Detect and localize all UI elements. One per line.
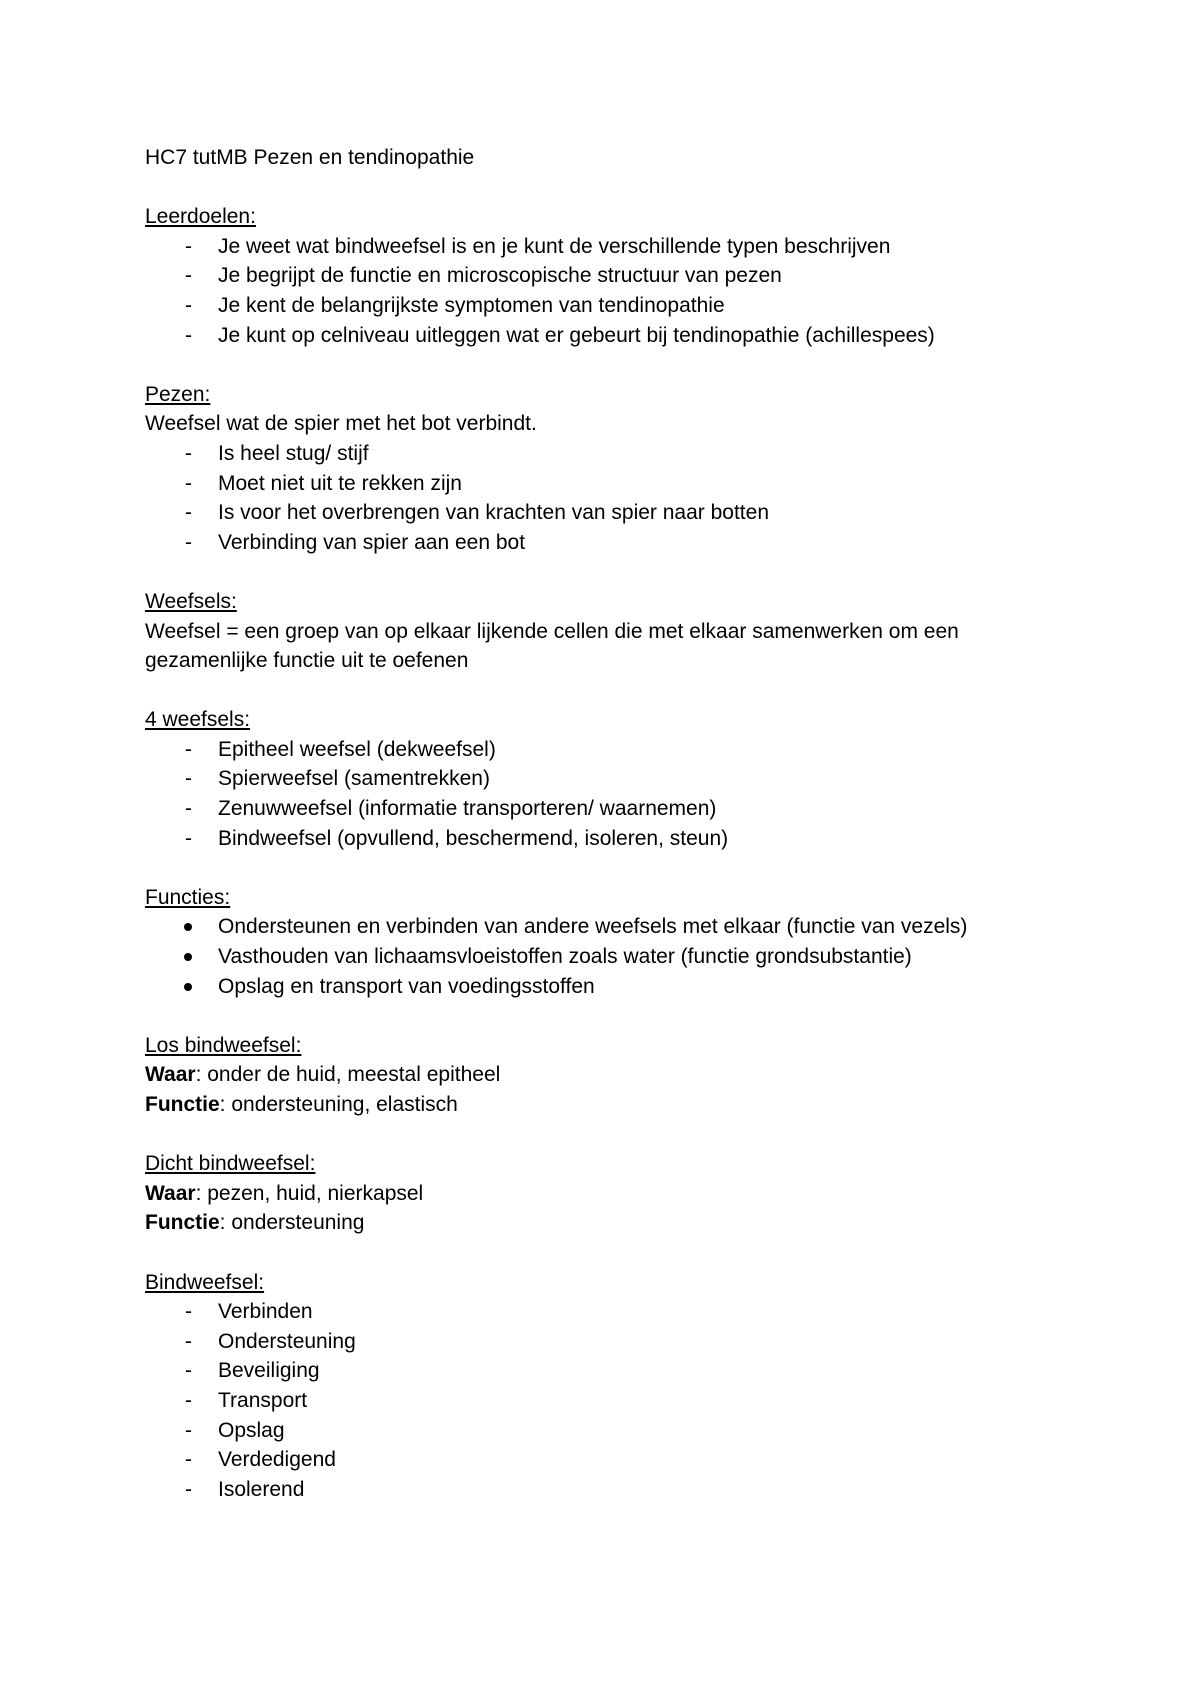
list-item: - Bindweefsel (opvullend, beschermend, isoleren, steun): [145, 824, 1065, 854]
waar-value: : pezen, huid, nierkapsel: [195, 1181, 424, 1205]
weefsels-definition: Weefsel = een groep van op elkaar lijkende cellen die met elkaar samenwerken om een gezamenlijke functie uit te oefenen: [145, 619, 959, 673]
list-item: - Verdedigend: [145, 1445, 1065, 1475]
dicht-waar-line: [145, 1179, 1065, 1209]
spacer: [145, 173, 1065, 203]
waar-label: Waar: [145, 1063, 196, 1087]
spacer: [145, 853, 1065, 883]
list-item: - Isolerend: [145, 1475, 1065, 1505]
functie-label: Functie: [145, 1211, 220, 1235]
spacer: [145, 1120, 1065, 1150]
los-waar-line: [145, 1060, 1065, 1090]
list-item: - Je kunt op celniveau uitleggen wat er gebeurt bij tendinopathie (achillespees): [145, 321, 1065, 351]
spacer: [145, 350, 1065, 380]
section-heading-pezen: Pezen:: [145, 382, 211, 406]
section-heading-los-bindweefsel: Los bindweefsel:: [145, 1033, 302, 1057]
list-item: Vasthouden van lichaamsvloeistoffen zoals water (functie grondsubstantie): [145, 942, 1065, 972]
vier-weefsels-list: [145, 735, 1065, 853]
list-item: Opslag en transport van voedingsstoffen: [145, 972, 1065, 1002]
bindweefsel-list: [145, 1297, 1065, 1504]
list-item: - Moet niet uit te rekken zijn: [145, 469, 1065, 499]
document-page: [145, 143, 1065, 1504]
spacer: [145, 1238, 1065, 1268]
list-item: - Beveiliging: [145, 1356, 1065, 1386]
waar-value: : onder de huid, meestal epitheel: [195, 1063, 501, 1087]
functie-value: : ondersteuning, elastisch: [219, 1093, 458, 1116]
dicht-functie-line: [145, 1208, 1065, 1238]
pezen-definition: Weefsel wat de spier met het bot verbindt.: [145, 412, 537, 436]
functies-list: [145, 912, 1065, 1001]
spacer: [145, 1001, 1065, 1031]
list-item: - Je kent de belangrijkste symptomen van tendinopathie: [145, 291, 1065, 321]
section-heading-weefsels: Weefsels:: [145, 589, 237, 613]
section-heading-bindweefsel: Bindweefsel:: [145, 1270, 265, 1294]
list-item: - Is voor het overbrengen van krachten van spier naar botten: [145, 498, 1065, 528]
list-item: - Je begrijpt de functie en microscopische structuur van pezen: [145, 261, 1065, 291]
list-item: - Zenuwweefsel (informatie transporteren/ waarnemen): [145, 794, 1065, 824]
waar-label: Waar: [145, 1181, 196, 1205]
list-item: - Transport: [145, 1386, 1065, 1416]
section-heading-4-weefsels: 4 weefsels:: [145, 708, 251, 732]
los-functie-line: [145, 1090, 1065, 1120]
section-heading-leerdoelen: Leerdoelen:: [145, 205, 256, 229]
list-item: - Opslag: [145, 1416, 1065, 1446]
list-item: Ondersteunen en verbinden van andere weefsels met elkaar (functie van vezels): [145, 912, 1065, 942]
list-item: - Verbinding van spier aan een bot: [145, 528, 1065, 558]
list-item: - Ondersteuning: [145, 1327, 1065, 1357]
list-item: - Epitheel weefsel (dekweefsel): [145, 735, 1065, 765]
list-item: - Je weet wat bindweefsel is en je kunt de verschillende typen beschrijven: [145, 232, 1065, 262]
spacer: [145, 557, 1065, 587]
leerdoelen-list: [145, 232, 1065, 350]
list-item: - Is heel stug/ stijf: [145, 439, 1065, 469]
section-heading-dicht-bindweefsel: Dicht bindweefsel:: [145, 1152, 316, 1176]
spacer: [145, 676, 1065, 706]
list-item: - Verbinden: [145, 1297, 1065, 1327]
section-heading-functies: Functies:: [145, 885, 231, 909]
pezen-list: [145, 439, 1065, 557]
functie-label: Functie: [145, 1093, 220, 1116]
list-item: - Spierweefsel (samentrekken): [145, 764, 1065, 794]
document-title: HC7 tutMB Pezen en tendinopathie: [145, 146, 475, 169]
functie-value: : ondersteuning: [219, 1211, 365, 1235]
